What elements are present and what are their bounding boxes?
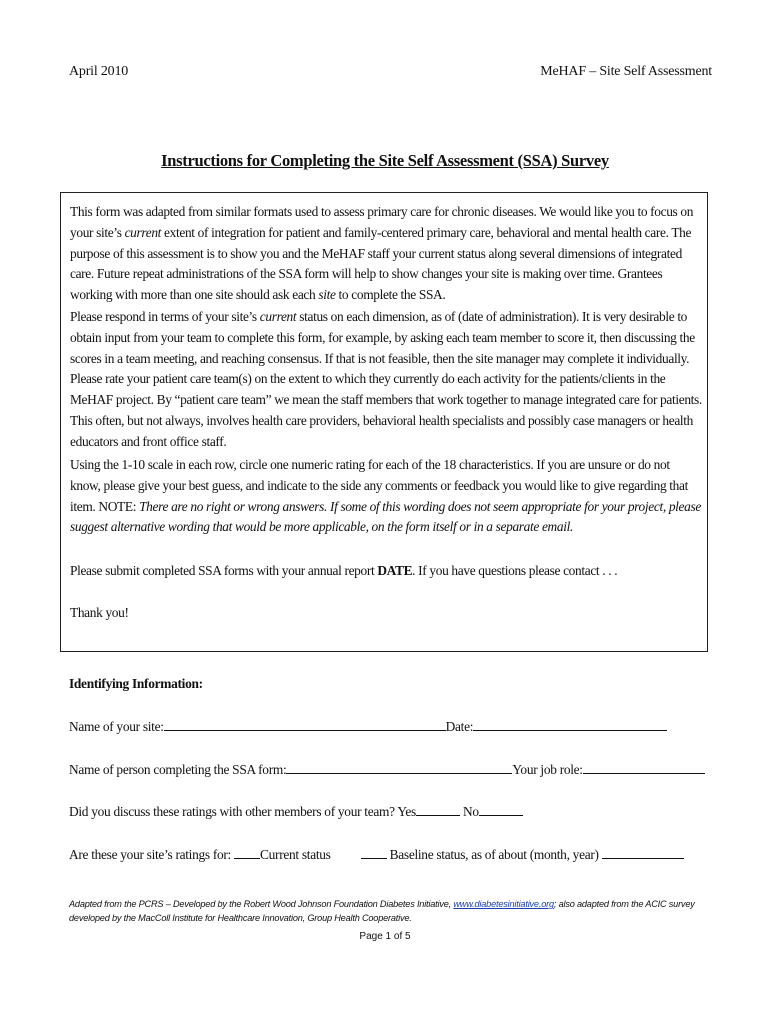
footnote: Adapted from the PCRS – Developed by the Robert Wood Johnson Foundation Diabetes Initiative, www.diabetesinitiative.org; also adapted from the ACIC survey developed by the MacColl Institute for Healthcare Innovation, Group Health Cooperative.: [69, 899, 695, 923]
yes-field[interactable]: [416, 801, 460, 816]
instructions-paragraph-3: Using the 1-10 scale in each row, circle one numeric rating for each of the 18 characteristics. If you are unsure or do not know, please give your best guess, and indicate to the side any comments or feedback you would like to give regarding that item. NOTE: There are no right or wrong answers. If some of this wording does not seem appropriate for your project, please suggest alternative wording that would be more applicable, on the form itself or in a separate email.: [70, 457, 701, 535]
discussion-row: [69, 801, 523, 820]
no-label: No: [459, 804, 479, 819]
diabetes-initiative-link[interactable]: www.diabetesinitiative.org: [453, 899, 554, 909]
job-role-label: Your job role:: [512, 762, 583, 777]
current-status-label: Current status: [260, 847, 331, 862]
no-field[interactable]: [479, 801, 523, 816]
instructions-paragraph-2: Please respond in terms of your site’s current status on each dimension, as of (date of administration). It is very desirable to obtain input from your team to complete this form, for example, by asking each team member to score it, then discussing the scores in a team meeting, and reaching consensus. If that is not feasible, then the site manager may complete it individually. Please rate your patient care team(s) on the extent to which they currently do each activity for the patients/clients in the MeHAF project. By “patient care team” we mean the staff members that work together to manage integrated care for patients. This often, but not always, involves health care providers, behavioral health specialists and possibly case managers or health educators and front office staff.: [70, 309, 702, 449]
header-document-name: MeHAF – Site Self Assessment: [540, 64, 712, 79]
job-role-field[interactable]: [583, 759, 705, 774]
baseline-label: Baseline status, as of about (month, year): [386, 847, 602, 862]
site-name-row: [69, 716, 667, 735]
site-name-field[interactable]: [164, 716, 446, 731]
header-date: April 2010: [69, 64, 129, 79]
baseline-field[interactable]: [361, 844, 387, 859]
ratings-row: [69, 844, 684, 863]
page-number: Page 1 of 5: [359, 931, 411, 942]
date-label: Date:: [445, 719, 474, 734]
page-title: Instructions for Completing the Site Self Assessment (SSA) Survey: [161, 151, 609, 170]
instructions-paragraph-4: Please submit completed SSA forms with your annual report DATE. If you have questions please contact . . .: [70, 563, 618, 578]
instructions-paragraph-1: This form was adapted from similar formats used to assess primary care for chronic diseases. We would like you to focus on your site’s current extent of integration for patient and family-centered primary care, behavioral and mental health care. The purpose of this assessment is to show you and the MeHAF staff your current status along several dimensions of integrated care. Future repeat administrations of the SSA form will help to show changes your site is making over time. Grantees working with more than one site should ask each site to complete the SSA.: [70, 204, 694, 303]
thank-you-text: Thank you!: [70, 605, 129, 620]
ratings-label: Are these your site’s ratings for:: [69, 847, 235, 862]
person-field[interactable]: [286, 759, 512, 774]
date-field[interactable]: [473, 716, 667, 731]
site-name-label: Name of your site:: [69, 719, 164, 734]
discuss-label: Did you discuss these ratings with other members of your team? Yes: [69, 804, 416, 819]
current-status-field[interactable]: [234, 844, 260, 859]
identifying-heading: Identifying Information:: [69, 676, 203, 691]
person-label: Name of person completing the SSA form:: [69, 762, 287, 777]
person-row: [69, 759, 705, 778]
baseline-date-field[interactable]: [602, 844, 684, 859]
